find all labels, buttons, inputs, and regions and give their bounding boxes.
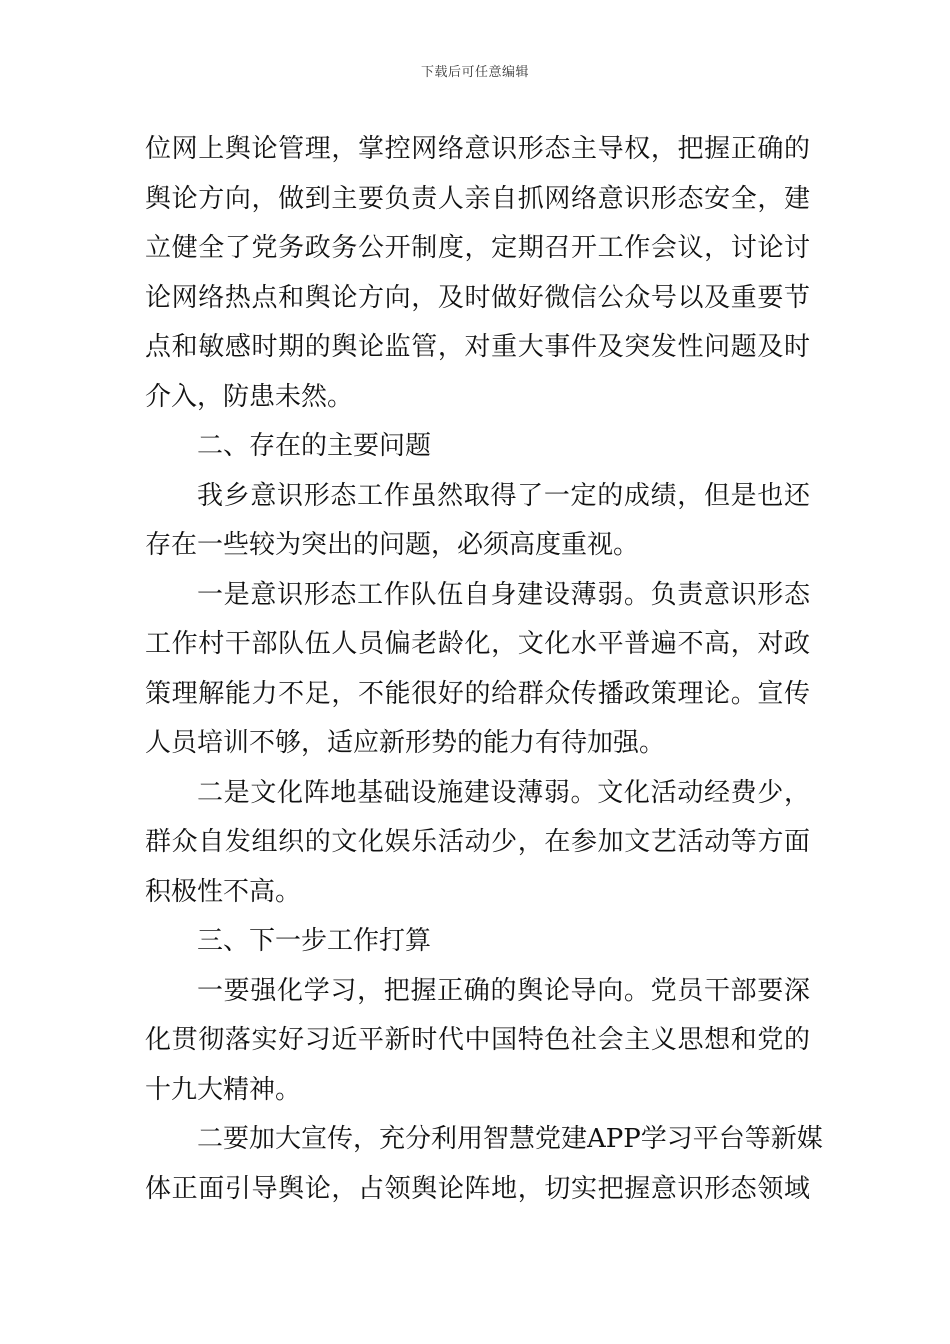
text-line: 存在一些较为突出的问题，必须高度重视。 <box>145 530 640 560</box>
paragraph <box>145 1115 823 1214</box>
text-line: 我乡意识形态工作虽然取得了一定的成绩，但是也还 <box>197 480 810 511</box>
text-line: 积极性不高。 <box>145 876 302 907</box>
paragraph <box>145 917 810 967</box>
text-line: 工作村干部队伍人员偏老龄化，文化水平普遍不高，对政 <box>145 629 810 659</box>
text-line: 立健全了党务政务公开制度，定期召开工作会议，讨论讨 <box>145 233 810 263</box>
text-line: 二是文化阵地基础设施建设薄弱。文化活动经费少， <box>197 777 810 808</box>
text-line: 舆论方向，做到主要负责人亲自抓网络意识形态安全，建 <box>145 183 810 214</box>
paragraph <box>145 472 810 571</box>
text-line: 论网络热点和舆论方向，及时做好微信公众号以及重要节 <box>145 282 810 313</box>
text-line: 一要强化学习，把握正确的舆论导向。党员干部要深 <box>197 975 810 1006</box>
text-line: 体正面引导舆论，占领舆论阵地，切实把握意识形态领域 <box>145 1173 810 1204</box>
paragraph <box>145 769 810 918</box>
paragraph <box>145 967 810 1116</box>
text-line: 人员培训不够，适应新形势的能力有待加强。 <box>145 728 666 758</box>
paragraph <box>145 571 810 769</box>
text-line: 化贯彻落实好习近平新时代中国特色社会主义思想和党的 <box>145 1025 810 1055</box>
document-body <box>145 125 823 1214</box>
page-header: 下载后可任意编辑 <box>420 65 529 80</box>
paragraph <box>145 125 810 422</box>
text-line: 二、存在的主要问题 <box>197 431 432 461</box>
paragraph <box>145 422 810 472</box>
text-line: 介入，防患未然。 <box>145 381 354 412</box>
text-line: 三、下一步工作打算 <box>197 926 432 956</box>
text-line: 二要加大宣传，充分利用智慧党建APP学习平台等新媒 <box>197 1124 823 1154</box>
text-line: 十九大精神。 <box>145 1074 302 1105</box>
text-line: 群众自发组织的文化娱乐活动少，在参加文艺活动等方面 <box>145 827 810 857</box>
text-line: 点和敏感时期的舆论监管，对重大事件及突发性问题及时 <box>145 332 810 362</box>
text-line: 一是意识形态工作队伍自身建设薄弱。负责意识形态 <box>197 579 810 610</box>
text-line: 策理解能力不足，不能很好的给群众传播政策理论。宣传 <box>145 678 810 709</box>
text-line: 位网上舆论管理，掌控网络意识形态主导权，把握正确的 <box>145 134 810 164</box>
